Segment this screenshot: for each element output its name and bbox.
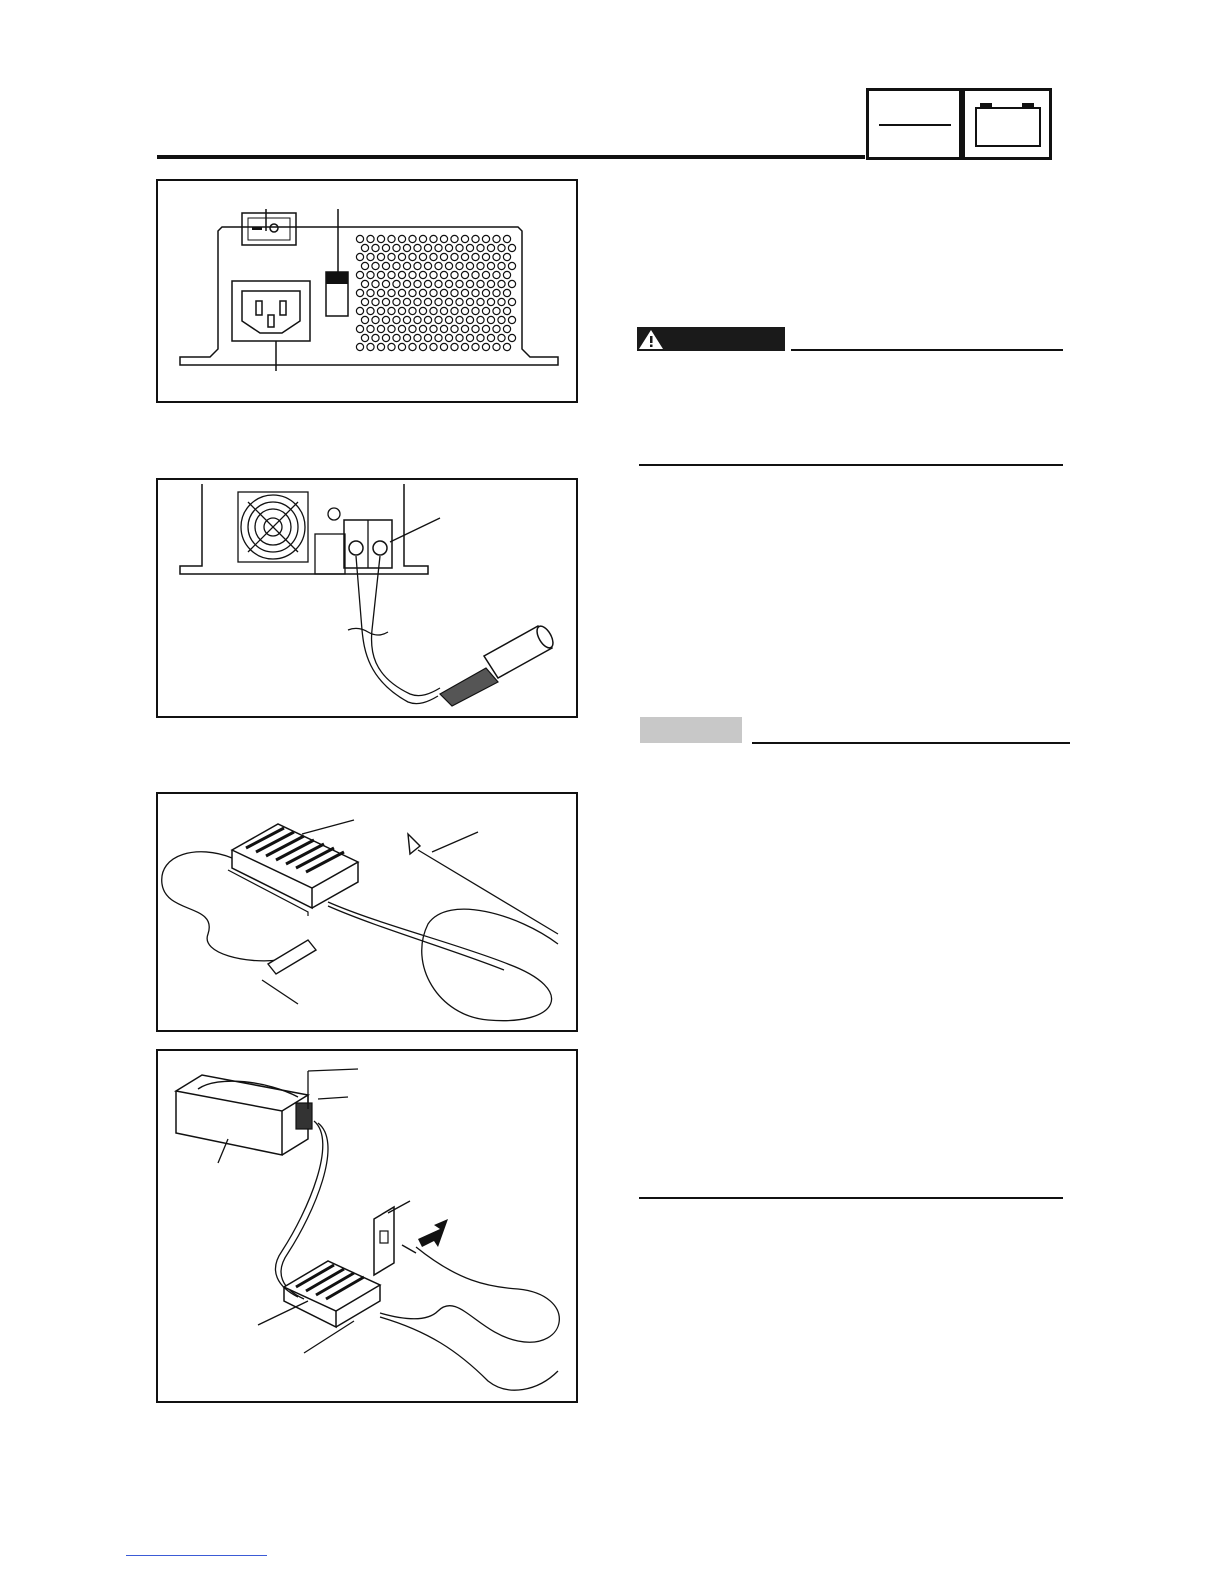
vent-hole bbox=[372, 262, 379, 269]
vent-hole bbox=[382, 334, 389, 341]
vent-hole bbox=[445, 280, 452, 287]
vent-hole bbox=[377, 253, 384, 260]
vent-hole bbox=[493, 343, 500, 350]
vent-hole bbox=[456, 298, 463, 305]
vent-hole bbox=[409, 271, 416, 278]
vent-hole bbox=[430, 343, 437, 350]
vent-hole bbox=[367, 235, 374, 242]
vent-hole bbox=[424, 298, 431, 305]
vent-hole bbox=[487, 334, 494, 341]
vent-hole bbox=[419, 307, 426, 314]
vent-hole bbox=[445, 298, 452, 305]
vent-hole bbox=[503, 289, 510, 296]
vent-hole bbox=[508, 316, 515, 323]
vent-hole bbox=[430, 235, 437, 242]
vent-hole bbox=[440, 271, 447, 278]
vent-hole bbox=[419, 289, 426, 296]
vent-hole bbox=[361, 244, 368, 251]
vent-hole bbox=[477, 244, 484, 251]
vent-hole bbox=[435, 334, 442, 341]
vent-hole bbox=[456, 262, 463, 269]
vent-hole bbox=[414, 280, 421, 287]
vent-hole bbox=[503, 271, 510, 278]
vent-hole bbox=[372, 298, 379, 305]
vent-hole bbox=[493, 325, 500, 332]
vent-hole bbox=[472, 343, 479, 350]
vent-hole bbox=[424, 244, 431, 251]
vent-hole bbox=[477, 262, 484, 269]
vent-hole bbox=[503, 343, 510, 350]
vent-hole bbox=[498, 334, 505, 341]
vent-hole bbox=[356, 325, 363, 332]
vent-hole bbox=[493, 271, 500, 278]
vent-hole bbox=[382, 298, 389, 305]
vent-hole bbox=[361, 262, 368, 269]
vent-hole bbox=[440, 235, 447, 242]
vent-hole bbox=[430, 325, 437, 332]
vent-hole bbox=[472, 271, 479, 278]
vent-hole bbox=[393, 334, 400, 341]
vent-hole bbox=[424, 262, 431, 269]
vent-hole bbox=[367, 307, 374, 314]
vent-hole bbox=[498, 262, 505, 269]
vent-hole bbox=[382, 280, 389, 287]
vent-hole bbox=[409, 253, 416, 260]
note-rule bbox=[752, 742, 1070, 744]
vent-hole bbox=[466, 334, 473, 341]
charger-rear-output-figure bbox=[156, 478, 578, 718]
vent-hole bbox=[482, 235, 489, 242]
warning-triangle-icon bbox=[637, 327, 667, 351]
vent-hole bbox=[451, 289, 458, 296]
vent-hole bbox=[419, 271, 426, 278]
vent-hole bbox=[409, 307, 416, 314]
vent-hole bbox=[451, 325, 458, 332]
vent-hole bbox=[461, 343, 468, 350]
vent-hole bbox=[403, 262, 410, 269]
vent-hole bbox=[372, 334, 379, 341]
vent-hole bbox=[445, 244, 452, 251]
vent-hole bbox=[398, 289, 405, 296]
vent-hole bbox=[409, 289, 416, 296]
vent-hole bbox=[472, 235, 479, 242]
vent-hole bbox=[409, 235, 416, 242]
vent-hole bbox=[419, 235, 426, 242]
charging-setup-illustration bbox=[158, 1051, 576, 1401]
vent-hole bbox=[498, 244, 505, 251]
charger-cords-illustration bbox=[158, 794, 576, 1030]
vent-hole bbox=[388, 271, 395, 278]
vent-hole bbox=[466, 298, 473, 305]
warning-rule bbox=[791, 349, 1063, 351]
vent-hole bbox=[419, 325, 426, 332]
vent-hole bbox=[493, 307, 500, 314]
vent-hole bbox=[388, 289, 395, 296]
vent-hole bbox=[361, 298, 368, 305]
vent-hole bbox=[451, 235, 458, 242]
vent-hole bbox=[356, 271, 363, 278]
vent-hole bbox=[398, 325, 405, 332]
vent-hole bbox=[356, 289, 363, 296]
charger-front-illustration bbox=[158, 181, 576, 401]
battery-icon bbox=[965, 91, 1049, 157]
vent-hole bbox=[414, 334, 421, 341]
vent-hole bbox=[367, 289, 374, 296]
vent-hole bbox=[461, 235, 468, 242]
vent-hole bbox=[382, 316, 389, 323]
vent-hole bbox=[482, 307, 489, 314]
vent-hole bbox=[377, 307, 384, 314]
vent-hole bbox=[451, 343, 458, 350]
header-rule bbox=[157, 155, 865, 159]
vent-hole bbox=[451, 253, 458, 260]
vent-hole bbox=[403, 298, 410, 305]
vent-hole bbox=[487, 316, 494, 323]
vent-hole bbox=[466, 280, 473, 287]
vent-hole bbox=[403, 244, 410, 251]
vent-hole bbox=[445, 316, 452, 323]
vent-hole bbox=[435, 280, 442, 287]
vent-hole bbox=[430, 271, 437, 278]
vent-hole bbox=[445, 334, 452, 341]
vent-hole bbox=[477, 316, 484, 323]
vent-hole bbox=[472, 325, 479, 332]
vent-hole bbox=[498, 280, 505, 287]
vent-hole bbox=[472, 253, 479, 260]
vent-hole bbox=[498, 298, 505, 305]
vent-hole bbox=[430, 289, 437, 296]
vent-hole bbox=[477, 298, 484, 305]
vent-hole bbox=[419, 343, 426, 350]
vent-hole bbox=[367, 253, 374, 260]
vent-hole bbox=[382, 262, 389, 269]
vent-hole bbox=[377, 271, 384, 278]
vent-hole bbox=[414, 316, 421, 323]
charger-front-panel-figure bbox=[156, 179, 578, 403]
vent-hole bbox=[482, 325, 489, 332]
vent-hole bbox=[508, 244, 515, 251]
warning-end-rule bbox=[639, 464, 1063, 466]
vent-hole bbox=[403, 334, 410, 341]
vent-hole bbox=[361, 334, 368, 341]
vent-hole bbox=[461, 253, 468, 260]
vent-hole bbox=[414, 244, 421, 251]
vent-hole bbox=[466, 244, 473, 251]
battery-icon-box bbox=[962, 88, 1052, 160]
note-end-rule bbox=[639, 1197, 1063, 1199]
vent-hole bbox=[440, 289, 447, 296]
vent-hole bbox=[451, 271, 458, 278]
vent-hole bbox=[388, 325, 395, 332]
vent-hole bbox=[398, 253, 405, 260]
vent-hole bbox=[503, 235, 510, 242]
vent-hole bbox=[367, 343, 374, 350]
vent-hole bbox=[435, 316, 442, 323]
vent-hole bbox=[508, 334, 515, 341]
vent-hole bbox=[456, 280, 463, 287]
vent-hole bbox=[377, 289, 384, 296]
vent-hole bbox=[388, 253, 395, 260]
vent-hole bbox=[435, 244, 442, 251]
vent-hole bbox=[377, 325, 384, 332]
vent-hole bbox=[503, 325, 510, 332]
vent-hole bbox=[493, 289, 500, 296]
vent-hole bbox=[367, 271, 374, 278]
vent-hole bbox=[487, 244, 494, 251]
charger-and-cords-figure bbox=[156, 792, 578, 1032]
vent-hole bbox=[430, 253, 437, 260]
vent-hole bbox=[361, 316, 368, 323]
charger-rear-illustration bbox=[158, 480, 576, 716]
vent-hole bbox=[388, 307, 395, 314]
footer-link-underline[interactable] bbox=[126, 1555, 267, 1556]
vent-hole bbox=[451, 307, 458, 314]
vent-hole bbox=[466, 316, 473, 323]
vent-hole bbox=[440, 343, 447, 350]
vent-hole bbox=[393, 280, 400, 287]
vent-hole bbox=[424, 316, 431, 323]
vent-hole bbox=[403, 280, 410, 287]
note-label bbox=[640, 717, 742, 743]
vent-hole bbox=[440, 307, 447, 314]
vent-hole bbox=[472, 289, 479, 296]
vent-hole bbox=[388, 235, 395, 242]
vent-hole bbox=[398, 235, 405, 242]
vent-hole bbox=[424, 334, 431, 341]
vent-hole bbox=[456, 334, 463, 341]
vent-hole bbox=[503, 307, 510, 314]
vent-hole bbox=[414, 262, 421, 269]
vent-hole bbox=[409, 325, 416, 332]
charging-connection-figure bbox=[156, 1049, 578, 1403]
vent-hole bbox=[508, 262, 515, 269]
vent-hole bbox=[361, 280, 368, 287]
vent-hole bbox=[403, 316, 410, 323]
vent-hole bbox=[487, 298, 494, 305]
vent-hole bbox=[367, 325, 374, 332]
vent-hole bbox=[440, 253, 447, 260]
section-tab-box bbox=[866, 88, 962, 160]
vent-hole bbox=[377, 343, 384, 350]
vent-hole bbox=[461, 289, 468, 296]
vent-hole bbox=[435, 298, 442, 305]
vent-hole bbox=[393, 316, 400, 323]
section-tab-dash bbox=[879, 124, 951, 126]
vent-hole bbox=[356, 253, 363, 260]
vent-hole bbox=[487, 280, 494, 287]
vent-hole bbox=[493, 253, 500, 260]
vent-hole bbox=[356, 235, 363, 242]
vent-hole bbox=[477, 334, 484, 341]
vent-hole bbox=[508, 298, 515, 305]
vent-hole bbox=[424, 280, 431, 287]
vent-hole bbox=[456, 244, 463, 251]
vent-hole bbox=[482, 343, 489, 350]
vent-hole bbox=[482, 271, 489, 278]
vent-hole bbox=[356, 343, 363, 350]
vent-hole bbox=[430, 307, 437, 314]
vent-hole bbox=[461, 325, 468, 332]
vent-hole bbox=[409, 343, 416, 350]
vent-hole bbox=[377, 235, 384, 242]
vent-hole bbox=[419, 253, 426, 260]
vent-hole bbox=[398, 271, 405, 278]
vent-hole bbox=[393, 298, 400, 305]
vent-hole bbox=[435, 262, 442, 269]
vent-hole bbox=[461, 271, 468, 278]
vent-hole bbox=[456, 316, 463, 323]
vent-hole bbox=[393, 262, 400, 269]
vent-hole bbox=[487, 262, 494, 269]
vent-hole bbox=[498, 316, 505, 323]
vent-hole bbox=[382, 244, 389, 251]
vent-hole bbox=[388, 343, 395, 350]
vent-hole bbox=[372, 244, 379, 251]
vent-hole bbox=[482, 253, 489, 260]
vent-hole bbox=[482, 289, 489, 296]
vent-hole bbox=[477, 280, 484, 287]
vent-hole bbox=[393, 244, 400, 251]
vent-hole bbox=[493, 235, 500, 242]
vent-hole bbox=[372, 316, 379, 323]
vent-hole bbox=[398, 343, 405, 350]
vent-hole bbox=[466, 262, 473, 269]
vent-hole bbox=[440, 325, 447, 332]
warning-banner bbox=[637, 327, 785, 351]
vent-hole bbox=[472, 307, 479, 314]
vent-hole bbox=[503, 253, 510, 260]
vent-hole bbox=[508, 280, 515, 287]
vent-hole bbox=[445, 262, 452, 269]
vent-hole bbox=[372, 280, 379, 287]
vent-hole bbox=[356, 307, 363, 314]
vent-hole bbox=[414, 298, 421, 305]
vent-hole bbox=[398, 307, 405, 314]
vent-hole bbox=[461, 307, 468, 314]
